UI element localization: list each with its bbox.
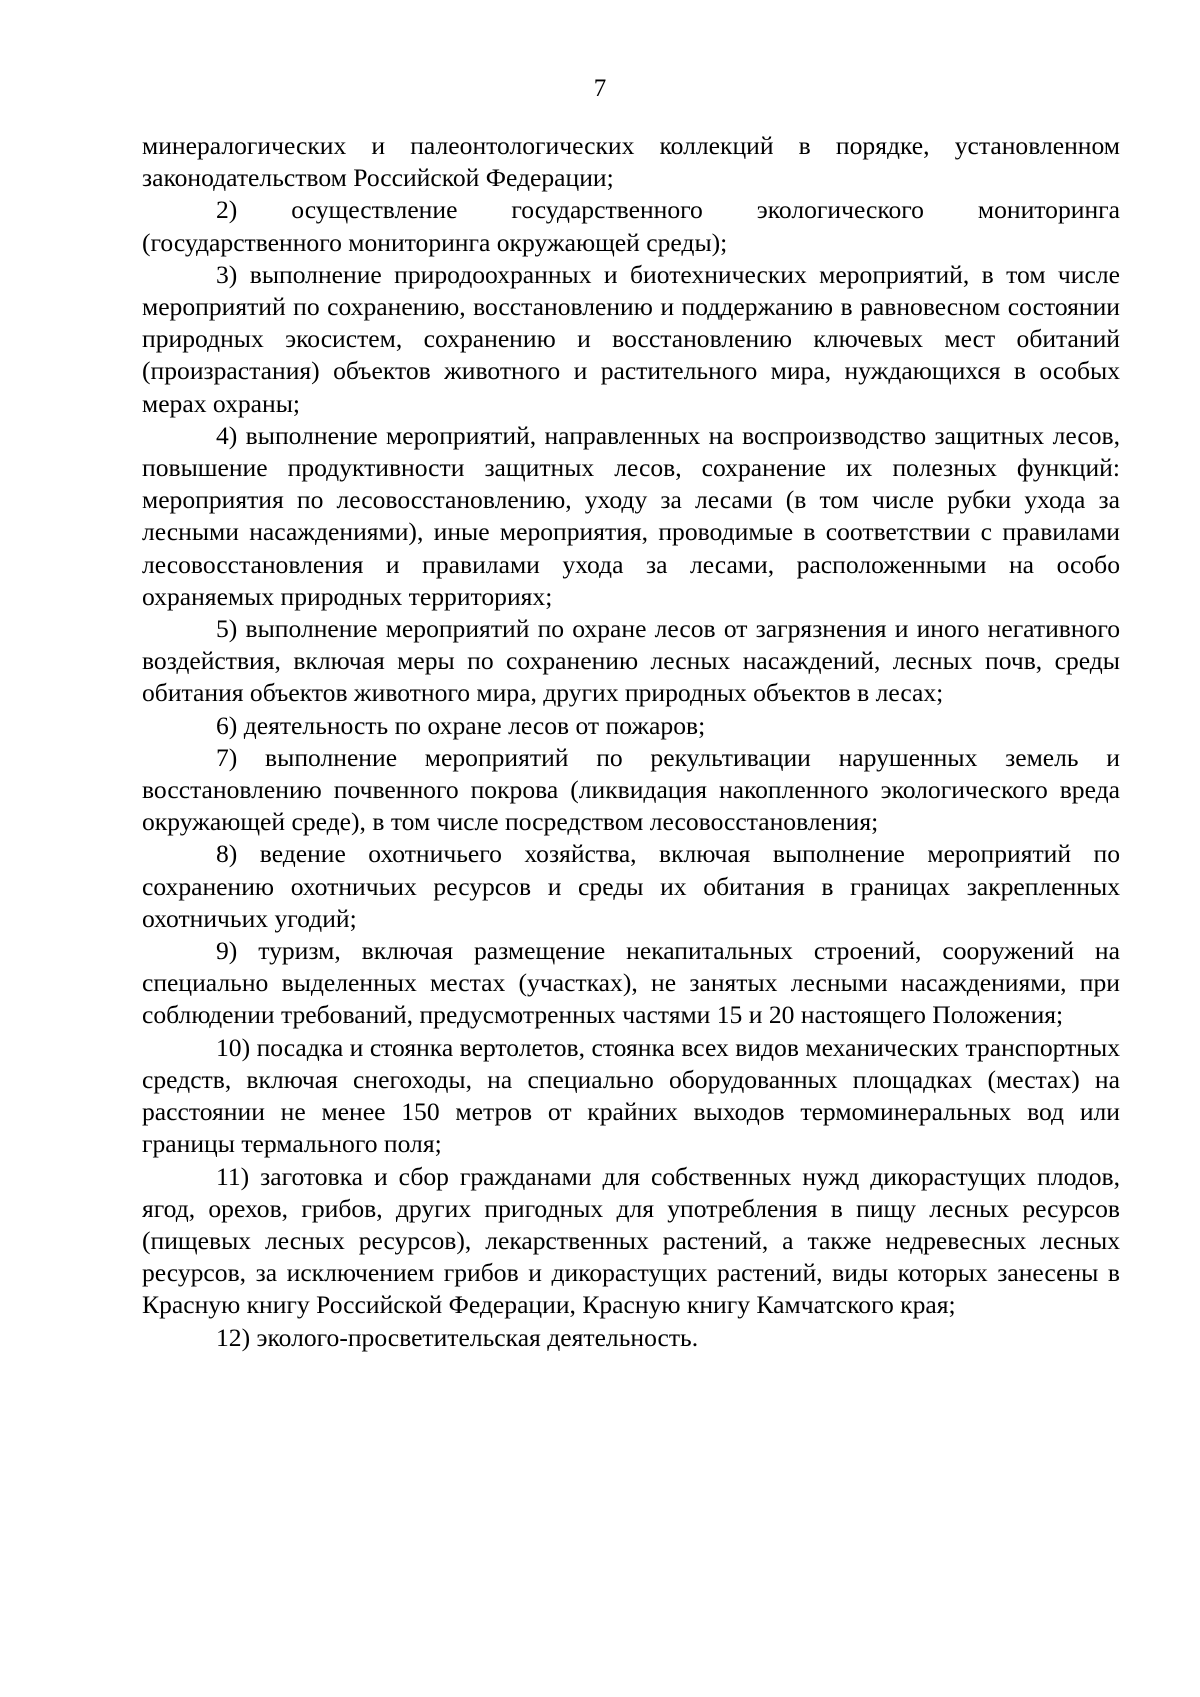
paragraph-continuation: минералогических и палеонтологических коллекций в порядке, установленном законодательством Российской Федерации; [142, 131, 1120, 193]
list-item-12: 12) эколого-просветительская деятельность. [216, 1322, 699, 1352]
list-item-11: 11) заготовка и сбор гражданами для собственных нужд дикорастущих плодов, ягод, орехов, грибов, других пригодных для употребления в пищу лесных ресурсов (пищевых лесных ресурсов), лекарственных растений, а также недревесных лесных ресурсов, за исключением грибов и дикорастущих растений, виды которых занесены в Красную книгу Российской Федерации, Красную книгу Камчатского края; [142, 1161, 1120, 1320]
list-item-8: 8) ведение охотничьего хозяйства, включая выполнение мероприятий по сохранению охотничьих ресурсов и среды их обитания в границах закрепленных охотничьих угодий; [142, 839, 1120, 933]
list-item-6: 6) деятельность по охране лесов от пожаров; [216, 710, 706, 740]
list-item-7: 7) выполнение мероприятий по рекультивации нарушенных земель и восстановлению почвенного покрова (ликвидация накопленного экологического вреда окружающей среде), в том числе посредством лесовосстановления; [142, 742, 1120, 837]
list-item-4: 4) выполнение мероприятий, направленных на воспроизводство защитных лесов, повышение продуктивности защитных лесов, сохранение их полезных функций: мероприятия по лесовосстановлению, уходу за лесами (в том числе рубки ухода за лесными насаждениями), иные мероприятия, проводимые в соответствии с правилами лесовосстановления и правилами ухода за лесами, расположенными на особо охраняемых природных территориях; [142, 420, 1120, 611]
list-item-2: 2) осуществление государственного экологического мониторинга (государственного мониторинга окружающей среды); [142, 195, 1120, 257]
list-item-10: 10) посадка и стоянка вертолетов, стоянка всех видов механических транспортных средств, включая снегоходы, на специально оборудованных площадках (местах) на расстоянии не менее 150 метров от крайних выходов термоминеральных вод или границы термального поля; [142, 1032, 1120, 1159]
document-body [142, 130, 1120, 1354]
page-number: 7 [593, 75, 607, 102]
list-item-5: 5) выполнение мероприятий по охране лесов от загрязнения и иного негативного воздействия, включая меры по сохранению лесных насаждений, лесных почв, среды обитания объектов животного мира, других природных объектов в лесах; [142, 614, 1120, 708]
list-item-9: 9) туризм, включая размещение некапитальных строений, сооружений на специально выделенных местах (участках), не занятых лесными насаждениями, при соблюдении требований, предусмотренных частями 15 и 20 настоящего Положения; [142, 936, 1120, 1030]
list-item-3: 3) выполнение природоохранных и биотехнических мероприятий, в том числе мероприятий по сохранению, восстановлению и поддержанию в равновесном состоянии природных экосистем, сохранению и восстановлению ключевых мест обитаний (произрастания) объектов животного и растительного мира, нуждающихся в особых мерах охраны; [142, 259, 1120, 418]
